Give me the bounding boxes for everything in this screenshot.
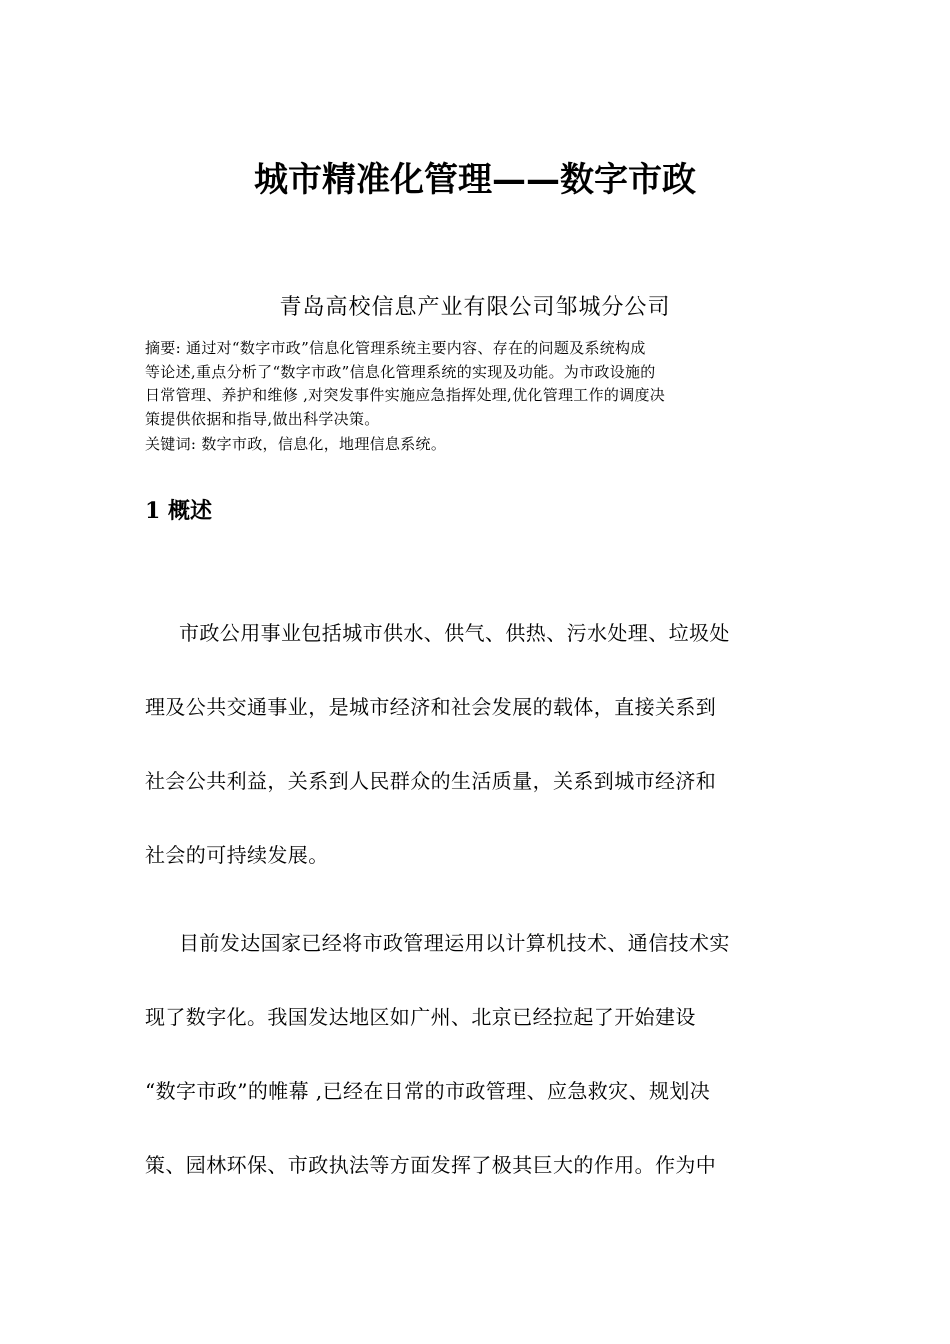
document-title: 城市精准化管理——数字市政 [254,160,696,200]
paragraph-line: 目前发达国家已经将市政管理运用以计算机技术、通信技术实 [179,931,730,955]
paragraph-line: 社会的可持续发展。 [145,843,329,867]
section-heading: 1 概述 [145,498,212,524]
abstract-line: 等论述,重点分析了“数字市政”信息化管理系统的实现及功能。为市政设施的 [145,362,656,381]
abstract-line: 策提供依据和指导,做出科学决策。 [145,409,380,428]
abstract-line: 摘要: 通过对“数字市政”信息化管理系统主要内容、存在的问题及系统构成 [145,339,646,357]
abstract [145,337,810,431]
paragraph-line: 策、园林环保、市政执法等方面发挥了极其巨大的作用。作为中 [145,1153,717,1177]
keywords: 关键词: 数字市政，信息化，地理信息系统。 [145,435,447,453]
organization-name: 青岛高校信息产业有限公司邹城分公司 [279,295,671,320]
paragraph-1 [145,596,810,892]
paragraph-2 [145,906,810,1202]
paragraph-line: 市政公用事业包括城市供水、供气、供热、污水处理、垃圾处 [179,621,730,645]
paragraph-line: 理及公共交通事业，是城市经济和社会发展的载体，直接关系到 [145,695,717,719]
paragraph-line: “数字市政”的帷幕 ,已经在日常的市政管理、应急救灾、规划决 [145,1079,711,1103]
abstract-line: 日常管理、养护和维修 ,对突发事件实施应急指挥处理,优化管理工作的调度决 [145,386,666,404]
paragraph-line: 社会公共利益，关系到人民群众的生活质量，关系到城市经济和 [145,769,717,793]
paragraph-line: 现了数字化。我国发达地区如广州、北京已经拉起了开始建设 [145,1005,696,1029]
